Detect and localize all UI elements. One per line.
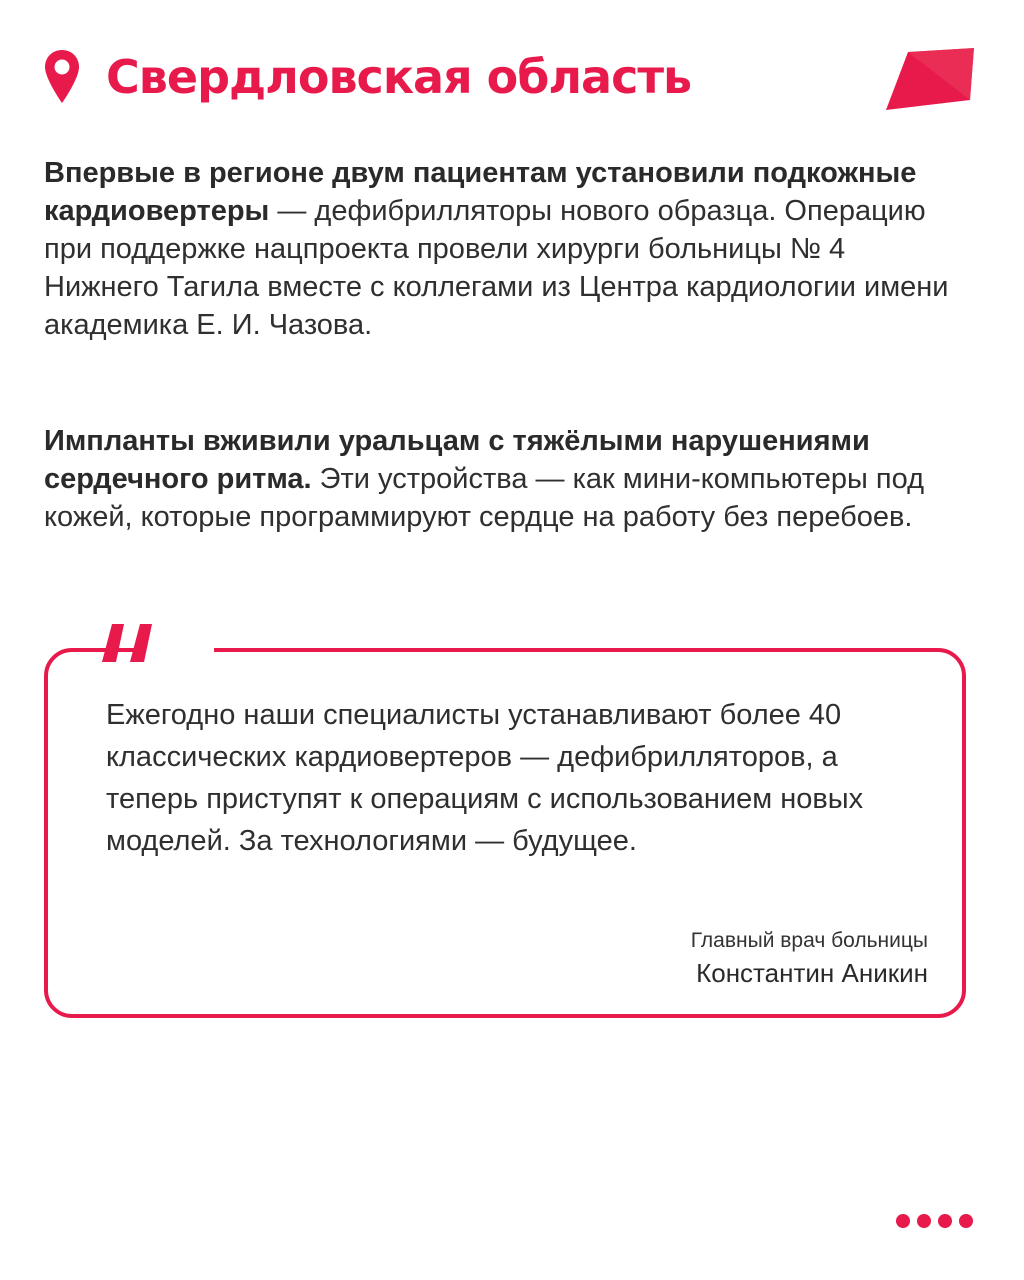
pagination-dot: [917, 1214, 931, 1228]
intro-paragraph-text: — дефибрилляторы нового образца. Операцию при поддержке нацпроекта провели хирурги больницы № 4 Нижнего Тагила вместе с коллегами из Центра кардиологии имени академика Е. И. Чазова.: [44, 195, 949, 341]
header: [42, 46, 691, 108]
quote-text: Ежегодно наши специалисты устанавливают более 40 классических кардиовертеров — дефибрилляторов, а теперь приступят к операциям с использованием новых моделей. За технологиями — будущее.: [106, 699, 864, 857]
quotation-mark-icon: [100, 622, 156, 662]
region-title: Свердловская область: [106, 50, 692, 104]
implants-paragraph-text: Эти устройства — как мини-компьютеры под кожей, которые программируют сердце на работу без перебоев.: [44, 463, 925, 533]
implants-paragraph: [44, 422, 964, 536]
pagination-dot: [959, 1214, 973, 1228]
implants-paragraph-bold: Импланты вживили уральцам с тяжёлыми нарушениями сердечного ритма.: [44, 425, 870, 495]
map-pin-icon: [42, 47, 82, 107]
intro-paragraph-bold: Впервые в регионе двум пациентам установили подкожные кардиовертеры: [44, 157, 917, 227]
pagination-dots-icon: [896, 1214, 973, 1228]
pagination-dot: [938, 1214, 952, 1228]
intro-paragraph: [44, 154, 964, 344]
corner-flag-icon: [886, 48, 976, 110]
author-name: Константин Аникин: [696, 958, 928, 988]
pagination-dot: [896, 1214, 910, 1228]
quote-author: [691, 926, 928, 990]
author-role: Главный врач больницы: [690, 929, 928, 952]
